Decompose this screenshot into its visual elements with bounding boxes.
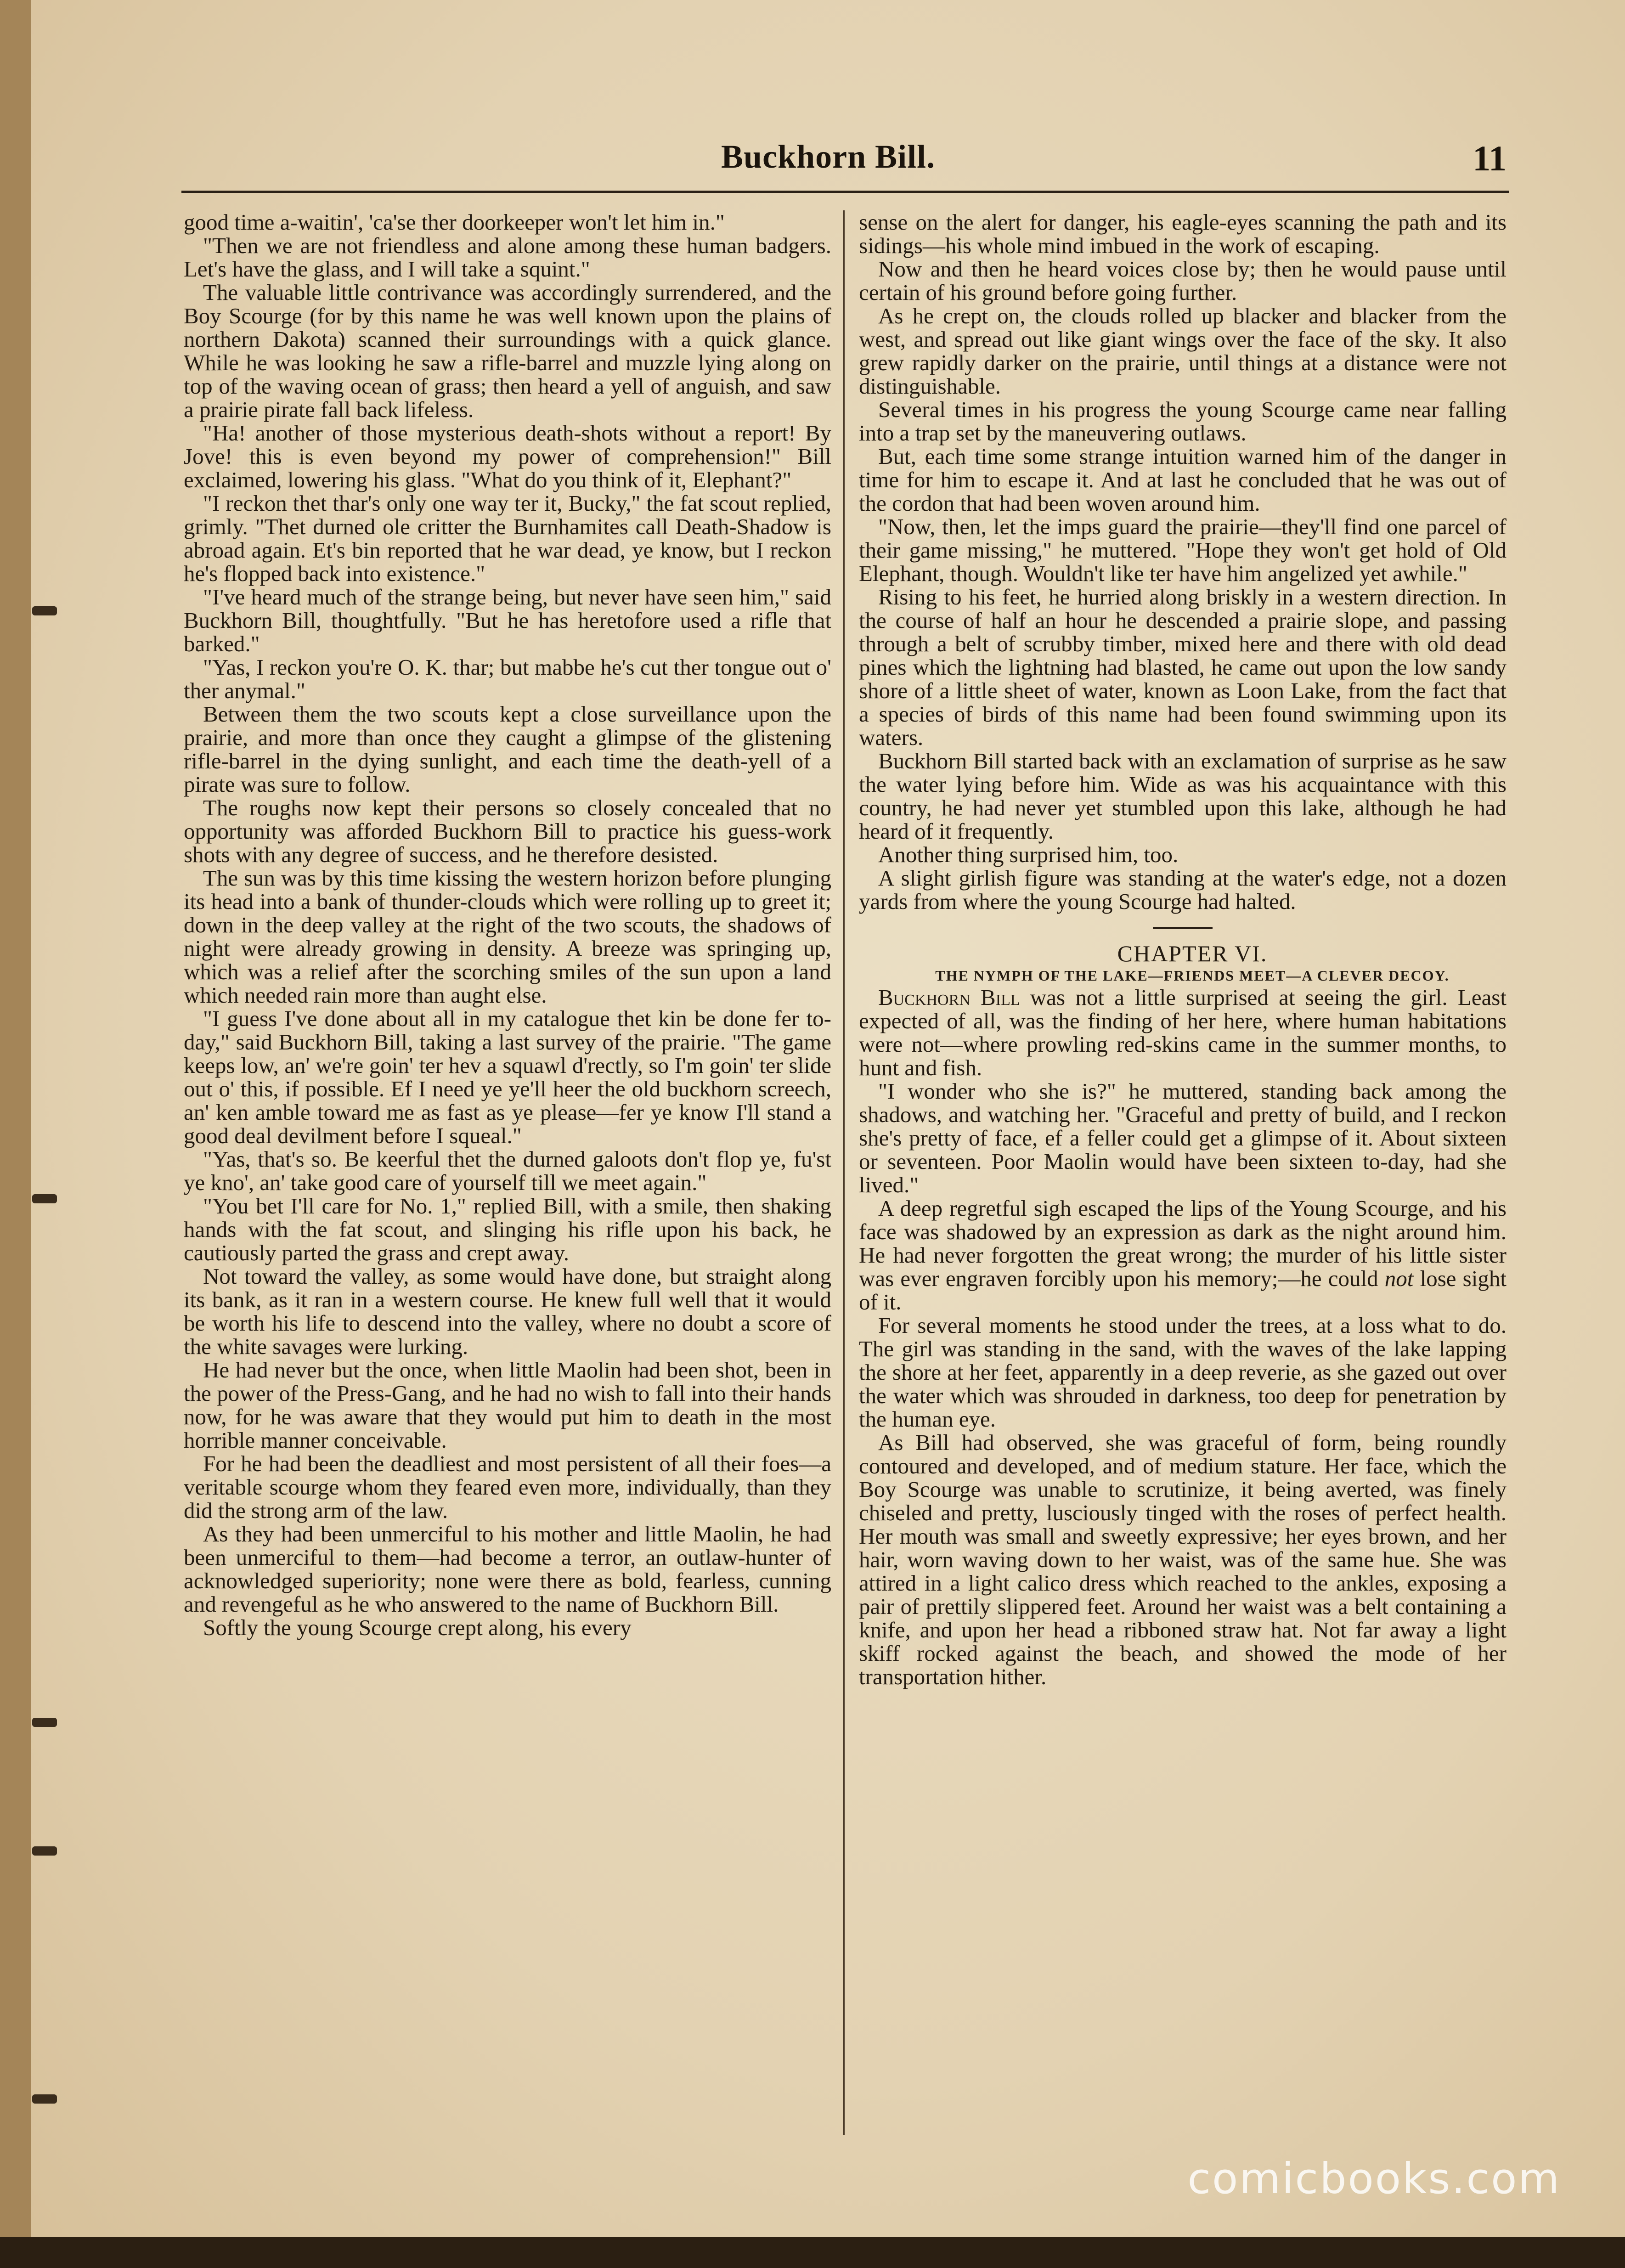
chapter-divider-rule: [1153, 927, 1213, 929]
chapter-title: CHAPTER VI.: [1117, 941, 1268, 966]
paragraph: "I wonder who she is?" he muttered, standing back among the shadows, and watching her. "Graceful and pretty of build, and I reckon she's pretty of face, ef a feller could get a glimpse of it. About sixteen or seventeen. Poor Maolin would have been sixteen to-day, had she lived.": [859, 1078, 1507, 1197]
watermark: comicbooks.com: [1187, 2154, 1561, 2203]
paragraph: Now and then he heard voices close by; then he would pause until certain of his ground before going further.: [859, 256, 1507, 305]
paragraph: "Yas, I reckon you're O. K. thar; but mabbe he's cut ther tongue out o' ther anymal.": [184, 654, 831, 703]
paragraph: As Bill had observed, she was graceful of form, being roundly contoured and developed, and of medium stature. Her face, which the Boy Scourge was unable to scrutinize, it being averted, was finely chiseled and pretty, lusciously tinged with the roses of perfect health. Her mouth was small and sweetly expressive; her eyes brown, and her hair, worn waving down to her waist, was of the same hue. She was attired in a light calico dress which reached to the ankles, exposing a pair of prettily slippered feet. Around her waist was a belt containing a knife, and upon her head a ribboned straw hat. Not far away a light skiff rocked against the beach, and showed the mode of her transportation hither.: [859, 1430, 1507, 1689]
paragraph: Between them the two scouts kept a close surveillance upon the prairie, and more than once they caught a glimpse of the glistening rifle-barrel in the dying sunlight, and each time the death-yell of a pirate was sure to follow.: [184, 701, 831, 797]
paragraph: For several moments he stood under the trees, at a loss what to do. The girl was standing in the sand, with the waves of the lake lapping the shore at her feet, apparently in a deep reverie, as she gazed out over the water which was shrouded in darkness, too deep for penetration by the human eye.: [859, 1313, 1507, 1432]
binding-stitch: [32, 2094, 57, 2104]
paragraph: As he crept on, the clouds rolled up blacker and blacker from the west, and spread out like giant wings over the face of the sky. It also grew rapidly darker on the prairie, until things at a distance were not distinguishable.: [859, 303, 1507, 399]
header-rule: [181, 191, 1509, 193]
binding-stitch: [32, 606, 57, 615]
binding-stitch: [32, 1846, 57, 1856]
paragraph: Softly the young Scourge crept along, his every: [203, 1615, 632, 1640]
binding-stitch: [32, 1718, 57, 1727]
paragraph: Another thing surprised him, too.: [878, 842, 1179, 867]
running-title: Buckhorn Bill.: [721, 138, 936, 175]
paragraph: sense on the alert for danger, his eagle-eyes scanning the path and its sidings—his whole mind imbued in the work of escaping.: [859, 210, 1507, 258]
paragraph: "Ha! another of those mysterious death-shots without a report! By Jove! this is even beyond my power of comprehension!" Bill exclaimed, lowering his glass. "What do you think of it, Elephant?": [184, 420, 831, 492]
paragraph: A slight girlish figure was standing at the water's edge, not a dozen yards from where the young Scourge had halted.: [859, 865, 1507, 914]
chapter-opening-smallcaps: Buckhorn Bill: [878, 985, 1020, 1010]
paragraph: "I reckon thet thar's only one way ter it, Bucky," the fat scout replied, grimly. "Thet durned ole critter the Burnhamites call Death-Shadow is abroad again. Et's bin reported that he war dead, ye know, but I reckon he's flopped back into existence.": [184, 491, 831, 586]
paragraph: For he had been the deadliest and most persistent of all their foes—a veritable scourge whom they feared even more, individually, than they did the strong arm of the law.: [184, 1451, 831, 1523]
page-bottom-edge: [0, 2237, 1625, 2268]
binding-stitch: [32, 1194, 57, 1203]
chapter-opening-paragraph: [859, 986, 1507, 1079]
paragraph: The roughs now kept their persons so closely concealed that no opportunity was afforded Buckhorn Bill to practice his guess-work shots with any degree of success, and he therefore desisted.: [184, 795, 831, 867]
page-number: 11: [1473, 138, 1507, 178]
paragraph-text: lose sight of it.: [859, 1266, 1507, 1315]
paragraph-text: A deep regretful sigh escaped the lips of the Young Scourge, and his face was shadowed by an expression as dark as the night around him. He had never forgotten the great wrong; the murder of his little sister was ever engraven forcibly upon his memory;—he could: [859, 1196, 1507, 1291]
paragraph: "You bet I'll care for No. 1," replied Bill, with a smile, then shaking hands with the fat scout, and slinging his rifle upon his back, he cautiously parted the grass and crept away.: [184, 1193, 831, 1265]
chapter-subtitle: THE NYMPH OF THE LAKE—FRIENDS MEET—A CLEVER DECOY.: [935, 967, 1450, 984]
paragraph: Buckhorn Bill started back with an exclamation of surprise as he saw the water lying before him. Wide as was his acquaintance with this country, he had never yet stumbled upon this lake, although he had heard of it frequently.: [859, 748, 1507, 844]
paragraph: "I guess I've done about all in my catalogue thet kin be done fer to-day," said Buckhorn Bill, taking a last survey of the prairie. "The game keeps low, an' we're goin' ter hev a squawl d'rectly, so I'm goin' ter slide out o' this, if possible. Ef I need ye ye'll heer the old buckhorn screech, an' ken amble toward me as fast as ye please—fer ye know I'll stand a good deal devilment before I squeal.": [184, 1006, 831, 1148]
paragraph: "Yas, that's so. Be keerful thet the durned galoots don't flop ye, fu'st ye kno', an' take good care of yourself till we meet again.": [184, 1146, 831, 1195]
left-text-column: [184, 210, 831, 2130]
paragraph: Rising to his feet, he hurried along briskly in a western direction. In the course of half an hour he descended a prairie slope, and passing through a belt of scrubby timber, mixed here and there with old dead pines which the lightning had blasted, he came out upon the low sandy shore of a little sheet of water, known as Loon Lake, from the fact that a species of birds of this name had been found swimming upon its waters.: [859, 584, 1507, 750]
paragraph: The sun was by this time kissing the western horizon before plunging its head into a bank of thunder-clouds which were rolling up to greet it; down in the deep valley at the right of the two scouts, the shadows of night were already growing in density. A breeze was springing up, which was a relief after the scorching smiles of the sun upon a land which needed rain more than aught else.: [184, 865, 831, 1008]
right-text-column: [859, 210, 1507, 2130]
paragraph: The valuable little contrivance was accordingly surrendered, and the Boy Scourge (for by this name he was well known upon the plains of northern Dakota) scanned their surroundings with a quick glance. While he was looking he saw a rifle-barrel and muzzle lying along on top of the waving ocean of grass; then heard a yell of anguish, and saw a prairie pirate fall back lifeless.: [184, 280, 831, 422]
page-header: [179, 138, 1507, 188]
paragraph: "I've heard much of the strange being, but never have seen him," said Buckhorn Bill, thoughtfully. "But he has heretofore used a rifle that barked.": [184, 584, 831, 656]
paragraph-with-emphasis: [859, 1196, 1507, 1314]
paragraph: "Then we are not friendless and alone among these human badgers. Let's have the glass, and I will take a squint.": [184, 233, 831, 282]
column-divider: [843, 210, 845, 2135]
chapter-opening-text: was not a little surprised at seeing the girl. Least expected of all, was the finding of her here, where human habitations were not—where prowling red-skins came in the summer months, to hunt and fish.: [859, 985, 1507, 1080]
paragraph: As they had been unmerciful to his mother and little Maolin, he had been unmerciful to them—had become a terror, an outlaw-hunter of acknowledged superiority; none were there as bold, fearless, cunning and revengeful as he who answered to the name of Buckhorn Bill.: [184, 1521, 831, 1617]
paragraph: He had never but the once, when little Maolin had been shot, been in the power of the Press-Gang, and he had no wish to fall into their hands now, for he was aware that they would put him to death in the most horrible manner conceivable.: [184, 1357, 831, 1453]
page-binding-edge: [0, 0, 31, 2268]
paragraph: But, each time some strange intuition warned him of the danger in time for him to escape it. And at last he concluded that he was out of the cordon that had been woven around him.: [859, 444, 1507, 516]
emphasis-text: not: [1384, 1266, 1414, 1291]
paragraph: "Now, then, let the imps guard the prairie—they'll find one parcel of their game missing," he muttered. "Hope they won't get hold of Old Elephant, though. Wouldn't like ter have him angelized yet awhile.": [859, 514, 1507, 586]
paragraph: Several times in his progress the young Scourge came near falling into a trap set by the maneuvering outlaws.: [859, 397, 1507, 446]
paragraph: good time a-waitin', 'ca'se ther doorkeeper won't let him in.": [184, 210, 725, 235]
paragraph: Not toward the valley, as some would have done, but straight along its bank, as it ran in a western course. He knew full well that it would be worth his life to descend into the valley, where no doubt a score of the white savages were lurking.: [184, 1264, 831, 1359]
